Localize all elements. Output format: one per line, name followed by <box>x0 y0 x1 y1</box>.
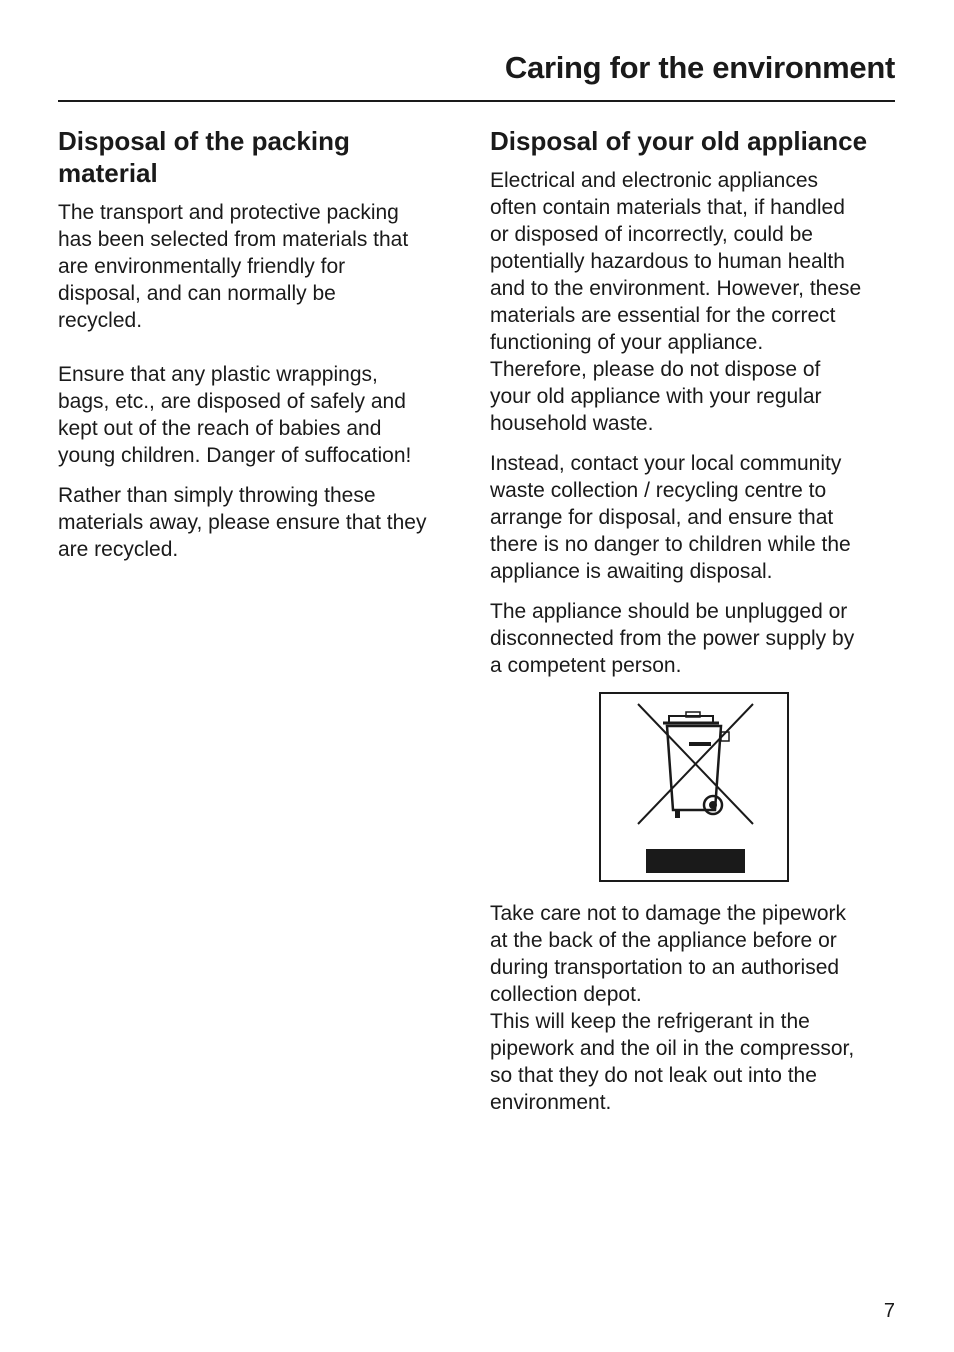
crossed-out-wheelie-bin-icon <box>601 694 787 880</box>
packing-paragraph-1: The transport and protective packing has been selected from materials that are environmentally friendly for disposal, and can normally be recycled. <box>58 201 409 332</box>
packing-disposal-heading: Disposal of the packing material <box>58 126 350 188</box>
left-column <box>58 125 468 563</box>
appliance-paragraph-1: Electrical and electronic appliances often contain materials that, if handled or disposed of incorrectly, could be potentially hazardous to human health and to the environment. However, these materials are essential for the correct functioning of your appliance. Therefore, please do not dispose of your old appliance with your regular household waste. <box>490 169 862 435</box>
packing-paragraph-3: Rather than simply throwing these materials away, please ensure that they are recycled. <box>58 484 427 561</box>
weee-symbol-frame <box>599 692 789 882</box>
packing-paragraph-2: Ensure that any plastic wrappings, bags, etc., are disposed of safely and kept out of the reach of babies and young children. Danger of suffocation! <box>58 363 412 467</box>
pipework-paragraph: Take care not to damage the pipework at the back of the appliance before or during transportation to an authorised collection depot. This will keep the refrigerant in the pipework and the oil in the compressor, so that they do not leak out into the environment. <box>490 902 855 1114</box>
appliance-disposal-heading: Disposal of your old appliance <box>490 126 868 156</box>
appliance-paragraph-2: Instead, contact your local community waste collection / recycling centre to arrange for disposal, and ensure that there is no danger to children while the appliance is awaiting disposal. <box>490 452 851 583</box>
page-number: 7 <box>883 1300 895 1322</box>
right-column <box>490 125 900 1116</box>
title-divider <box>58 100 895 102</box>
appliance-paragraph-3: The appliance should be unplugged or disconnected from the power supply by a competent person. <box>490 600 855 677</box>
page-title: Caring for the environment <box>504 50 895 85</box>
